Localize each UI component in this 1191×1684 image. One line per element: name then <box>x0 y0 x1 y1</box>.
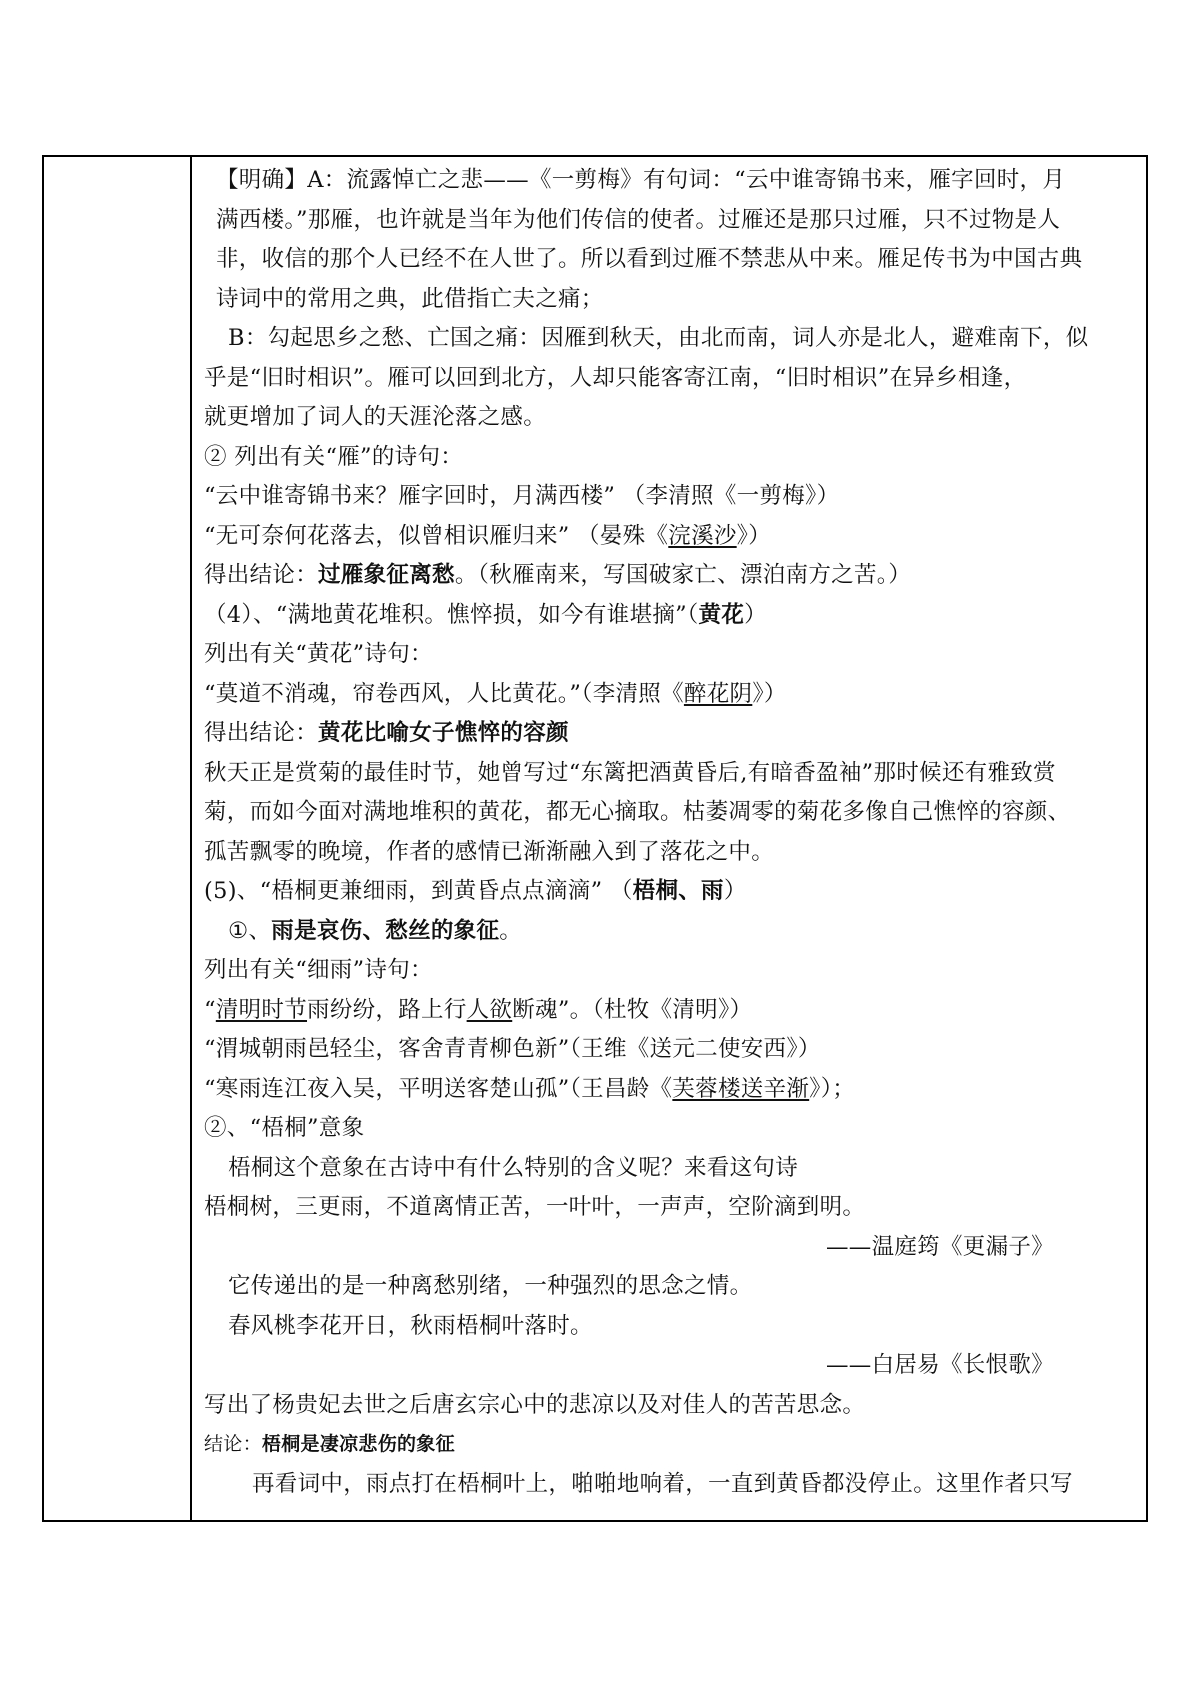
conclusion: 得出结论：黄花比喻女子憔悴的容颜 <box>204 720 569 746</box>
paragraph-line: 梧桐这个意象在古诗中有什么特别的含义呢？来看这句诗 <box>228 1154 799 1181</box>
paragraph-line: 【明确】A：流露悼亡之悲——《一剪梅》有句词：“云中谁寄锦书来，雁字回时，月 <box>216 167 1066 193</box>
list-heading: 列出有关“黄花”诗句： <box>204 641 433 667</box>
paragraph-line: 满西楼。”那雁，也许就是当年为他们传信的使者。过雁还是那只过雁，只不过物是人 <box>216 206 1061 233</box>
left-column-cell <box>44 157 192 1520</box>
conclusion: 结论：梧桐是凄凉悲伤的象征 <box>204 1433 455 1455</box>
paragraph-line: 就更增加了词人的天涯沦落之感。 <box>204 404 547 430</box>
paragraph-line: 菊，而如今面对满地堆积的黄花，都无心摘取。枯萎凋零的菊花多像自己憔悴的容颜、 <box>204 799 1071 825</box>
section-heading: （4）、“满地黄花堆积。憔悴损，如今有谁堪摘”（黄花） <box>204 601 767 628</box>
paragraph-line: 再看词中，雨点打在梧桐叶上，啪啪地响着，一直到黄昏都没停止。这里作者只写 <box>252 1470 1073 1497</box>
poem-quote: “寒雨连江夜入吴，平明送客楚山孤”（王昌龄《芙蓉楼送辛渐》）； <box>204 1075 856 1102</box>
poem-quote: “云中谁寄锦书来？雁字回时，月满西楼” （李清照《一剪梅》） <box>204 483 840 509</box>
paragraph-line: 诗词中的常用之典，此借指亡夫之痛； <box>216 285 604 312</box>
paragraph-line: 乎是“旧时相识”。雁可以回到北方，人却只能客寄江南，“旧时相识”在异乡相逢， <box>204 364 1027 391</box>
list-heading: 列出有关“细雨”诗句： <box>204 957 433 983</box>
poem-attribution: ——白居易《长恨歌》 <box>825 1352 1054 1378</box>
document-table <box>42 155 1148 1522</box>
paragraph-line: 孤苦飘零的晚境，作者的感情已渐渐融入到了落花之中。 <box>204 838 775 865</box>
paragraph-line: 写出了杨贵妃去世之后唐玄宗心中的悲凉以及对佳人的苦苦思念。 <box>204 1391 866 1418</box>
poem-quote: “无可奈何花落去，似曾相识雁归来” （晏殊《浣溪沙》） <box>204 522 772 549</box>
section-heading: (5)、“梧桐更兼细雨，到黄昏点点滴滴” （梧桐、雨） <box>204 878 747 904</box>
sub-heading: ②、“梧桐”意象 <box>204 1115 365 1141</box>
content-cell <box>194 157 1146 1520</box>
list-heading: ② 列出有关“雁”的诗句： <box>204 443 464 470</box>
poem-quote: “清明时节雨纷纷，路上行人欲断魂”。（杜牧《清明》） <box>204 996 753 1023</box>
paragraph-line: B：勾起思乡之愁、亡国之痛：因雁到秋天，由北而南，词人亦是北人，避难南下，似 <box>228 325 1089 351</box>
poem-quote: “渭城朝雨邑轻尘，客舍青青柳色新”（王维《送元二使安西》） <box>204 1036 821 1062</box>
poem-attribution: ——温庭筠《更漏子》 <box>825 1233 1054 1260</box>
poem-line: 春风桃李花开日，秋雨梧桐叶落时。 <box>228 1312 593 1339</box>
paragraph-line: 秋天正是赏菊的最佳时节，她曾写过“东篱把酒黄昏后,有暗香盈袖”那时候还有雅致赏 <box>204 759 1056 786</box>
conclusion: 得出结论：过雁象征离愁。（秋雁南来，写国破家亡、漂泊南方之苦。） <box>204 562 912 588</box>
paragraph-line: 它传递出的是一种离愁别绪，一种强烈的思念之情。 <box>228 1273 753 1299</box>
poem-quote: “莫道不消魂，帘卷西风，人比黄花。”（李清照《醉花阴》） <box>204 680 787 707</box>
poem-line: 梧桐树，三更雨，不道离情正苦，一叶叶，一声声，空阶滴到明。 <box>204 1194 866 1220</box>
paragraph-line: 非，收信的那个人已经不在人世了。所以看到过雁不禁悲从中来。雁足传书为中国古典 <box>216 246 1083 272</box>
sub-heading: ①、雨是哀伤、愁丝的象征。 <box>228 917 523 944</box>
